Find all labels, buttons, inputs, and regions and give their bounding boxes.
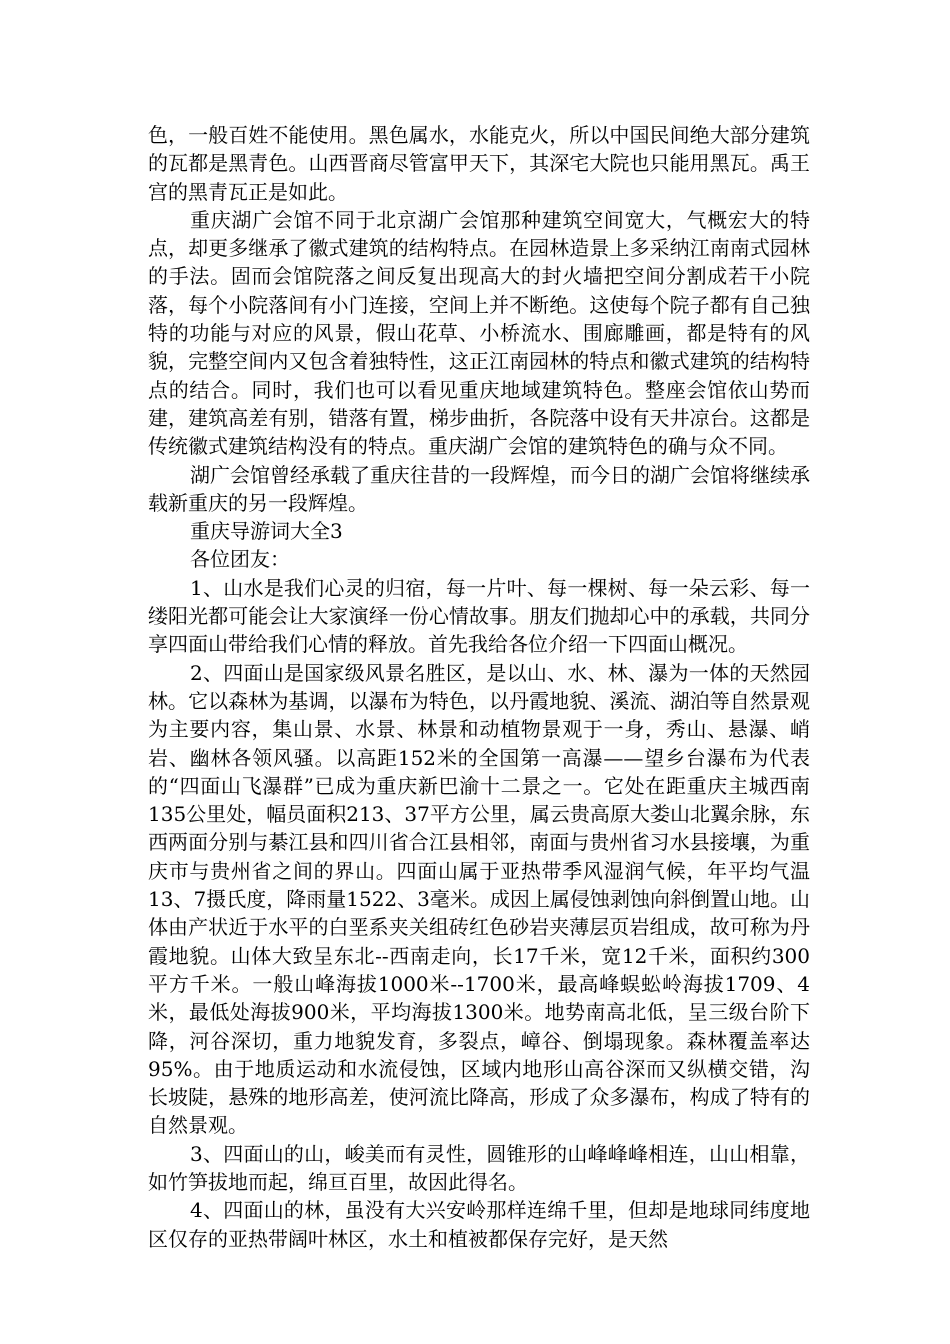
paragraph: 湖广会馆曾经承载了重庆往昔的一段辉煌，而今日的湖广会馆将继续承载新重庆的另一段辉煌。 [148, 462, 810, 515]
paragraph: 1、山水是我们心灵的归宿，每一片叶、每一棵树、每一朵云彩、每一缕阳光都可能会让大家演绎一份心情故事。朋友们抛却心中的承载，共同分享四面山带给我们心情的释放。首先我给各位介绍一下四面山概况。 [148, 575, 810, 657]
paragraph: 2、四面山是国家级风景名胜区，是以山、水、林、瀑为一体的天然园林。它以森林为基调，以瀑布为特色，以丹霞地貌、溪流、湖泊等自然景观为主要内容，集山景、水景、林景和动植物景观于一身，秀山、悬瀑、峭岩、幽林各领风骚。以高距152米的全国第一高瀑——望乡台瀑布为代表的“四面山飞瀑群”已成为重庆新巴渝十二景之一。它处在距重庆主城西南135公里处，幅员面积213、37平方公里，属云贵高原大娄山北翼余脉，东西两面分别与綦江县和四川省合江县相邻，南面与贵州省习水县接壤，为重庆市与贵州省之间的界山。四面山属于亚热带季风湿润气候，年平均气温13、7摄氏度，降雨量1522、3毫米。成因上属侵蚀剥蚀向斜倒置山地。山体由产状近于水平的白垩系夹关组砖红色砂岩夹薄层页岩组成，故可称为丹霞地貌。山体大致呈东北--西南走向，长17千米，宽12千米，面积约300平方千米。一般山峰海拔1000米--1700米，最高峰蜈蚣岭海拔1709、4米，最低处海拔900米，平均海拔1300米。地势南高北低，呈三级台阶下降，河谷深切，重力地貌发育，多裂点，嶂谷、倒塌现象。森林覆盖率达95%。由于地质运动和水流侵蚀，区域内地形山高谷深而又纵横交错，沟长坡陡，悬殊的地形高差，使河流比降高，形成了众多瀑布，构成了特有的自然景观。 [148, 660, 810, 1138]
section-heading: 重庆导游词大全3 [190, 519, 343, 544]
greeting: 各位团友： [190, 547, 290, 572]
paragraph: 重庆湖广会馆不同于北京湖广会馆那种建筑空间宽大，气概宏大的特点，却更多继承了徽式建筑的结构特点。在园林造景上多采纳江南南式园林的手法。固而会馆院落之间反复出现高大的封火墙把空间分割成若干小院落，每个小院落间有小门连接，空间上并不断绝。这使每个院子都有自己独特的功能与对应的风景，假山花草、小桥流水、围廊雕画，都是特有的风貌，完整空间内又包含着独特性，这正江南园林的特点和徽式建筑的结构特点的结合。同时，我们也可以看见重庆地域建筑特色。整座会馆依山势而建，建筑高差有别，错落有置，梯步曲折，各院落中设有天井凉台。这都是传统徽式建筑结构没有的特点。重庆湖广会馆的建筑特色的确与众不同。 [148, 207, 810, 459]
paragraph: 4、四面山的林，虽没有大兴安岭那样连绵千里，但却是地球同纬度地区仅存的亚热带阔叶林区，水土和植被都保存完好，是天然 [148, 1198, 810, 1251]
paragraph: 3、四面山的山，峻美而有灵性，圆锥形的山峰峰峰相连，山山相靠，如竹笋拔地而起，绵亘百里，故因此得名。 [148, 1141, 810, 1194]
document-body [148, 121, 810, 1253]
paragraph: 色，一般百姓不能使用。黑色属水，水能克火，所以中国民间绝大部分建筑的瓦都是黑青色。山西晋商尽管富甲天下，其深宅大院也只能用黑瓦。禹王宫的黑青瓦正是如此。 [148, 123, 810, 204]
